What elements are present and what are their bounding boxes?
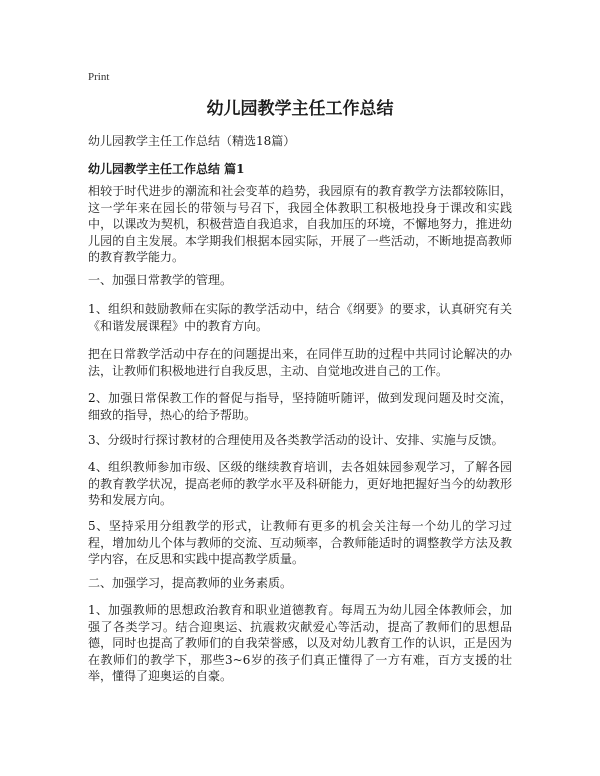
heading-daily-teaching: 一、加强日常教学的管理。 xyxy=(88,273,233,287)
document-subtitle: 幼儿园教学主任工作总结（精选18篇） xyxy=(88,134,296,148)
page-title: 幼儿园教学主任工作总结 xyxy=(206,99,394,119)
paragraph-problems: 把在日常教学活动中存在的问题提出来，在同伴互助的过程中共同讨论解决的办法，让教师们积极地进行自我反思，主动、自觉地改进自己的工作。 xyxy=(88,347,512,378)
intro-paragraph: 相较于时代进步的潮流和社会变革的趋势，我园原有的教育教学方法都较陈旧，这一学年来在园长的带领与号召下，我园全体教职工积极地投身于课改和实践中，以课改为契机，积极营造自我追求，自我加压的环境，不懈地努力，推进幼儿园的自主发展。本学期我们根据本园实际，开展了一些活动，不断地提高教师的教育教学能力。 xyxy=(88,184,512,264)
paragraph-item-2: 2、加强日常保教工作的督促与指导，坚持随听随评，做到发现问题及时交流，细致的指导，热心的给予帮助。 xyxy=(88,391,512,422)
paragraph-item-1: 1、组织和鼓励教师在实际的教学活动中，结合《纲要》的要求，认真研究有关《和谐发展课程》中的教育方向。 xyxy=(88,302,512,333)
paragraph-item-3: 3、分级时行探讨教材的合理使用及各类教学活动的设计、安排、实施与反馈。 xyxy=(88,433,504,447)
heading-study: 二、加强学习，提高教师的业务素质。 xyxy=(88,576,293,590)
paragraph-item-4: 4、组织教师参加市级、区级的继续教育培训，去各姐妹园参观学习，了解各园的教育教学状况，提高老师的教学水平及科研能力，更好地把握好当今的幼教形势和发展方向。 xyxy=(88,460,512,507)
paragraph-item-5: 5、坚持采用分组教学的形式，让教师有更多的机会关注每一个幼儿的学习过程，增加幼儿个体与教师的交流、互动频率，合教师能适时的调整教学方法及教学内容，在反思和实践中提高教学质量。 xyxy=(88,519,512,566)
print-link[interactable]: Print xyxy=(88,71,110,83)
section-heading: 幼儿园教学主任工作总结 篇1 xyxy=(88,162,245,176)
paragraph-study-1: 1、加强教师的思想政治教育和职业道德教育。每周五为幼儿园全体教师会，加强了各类学习。结合迎奥运、抗震救灾献爱心等活动，提高了教师们的思想品德，同时也提高了教师们的自我荣誉感，以及对幼儿教育工作的认识，正是因为在教师们的教学下，那些3~6岁的孩子们真正懂得了一方有难，百方支援的壮举，懂得了迎奥运的自豪。 xyxy=(88,603,512,683)
